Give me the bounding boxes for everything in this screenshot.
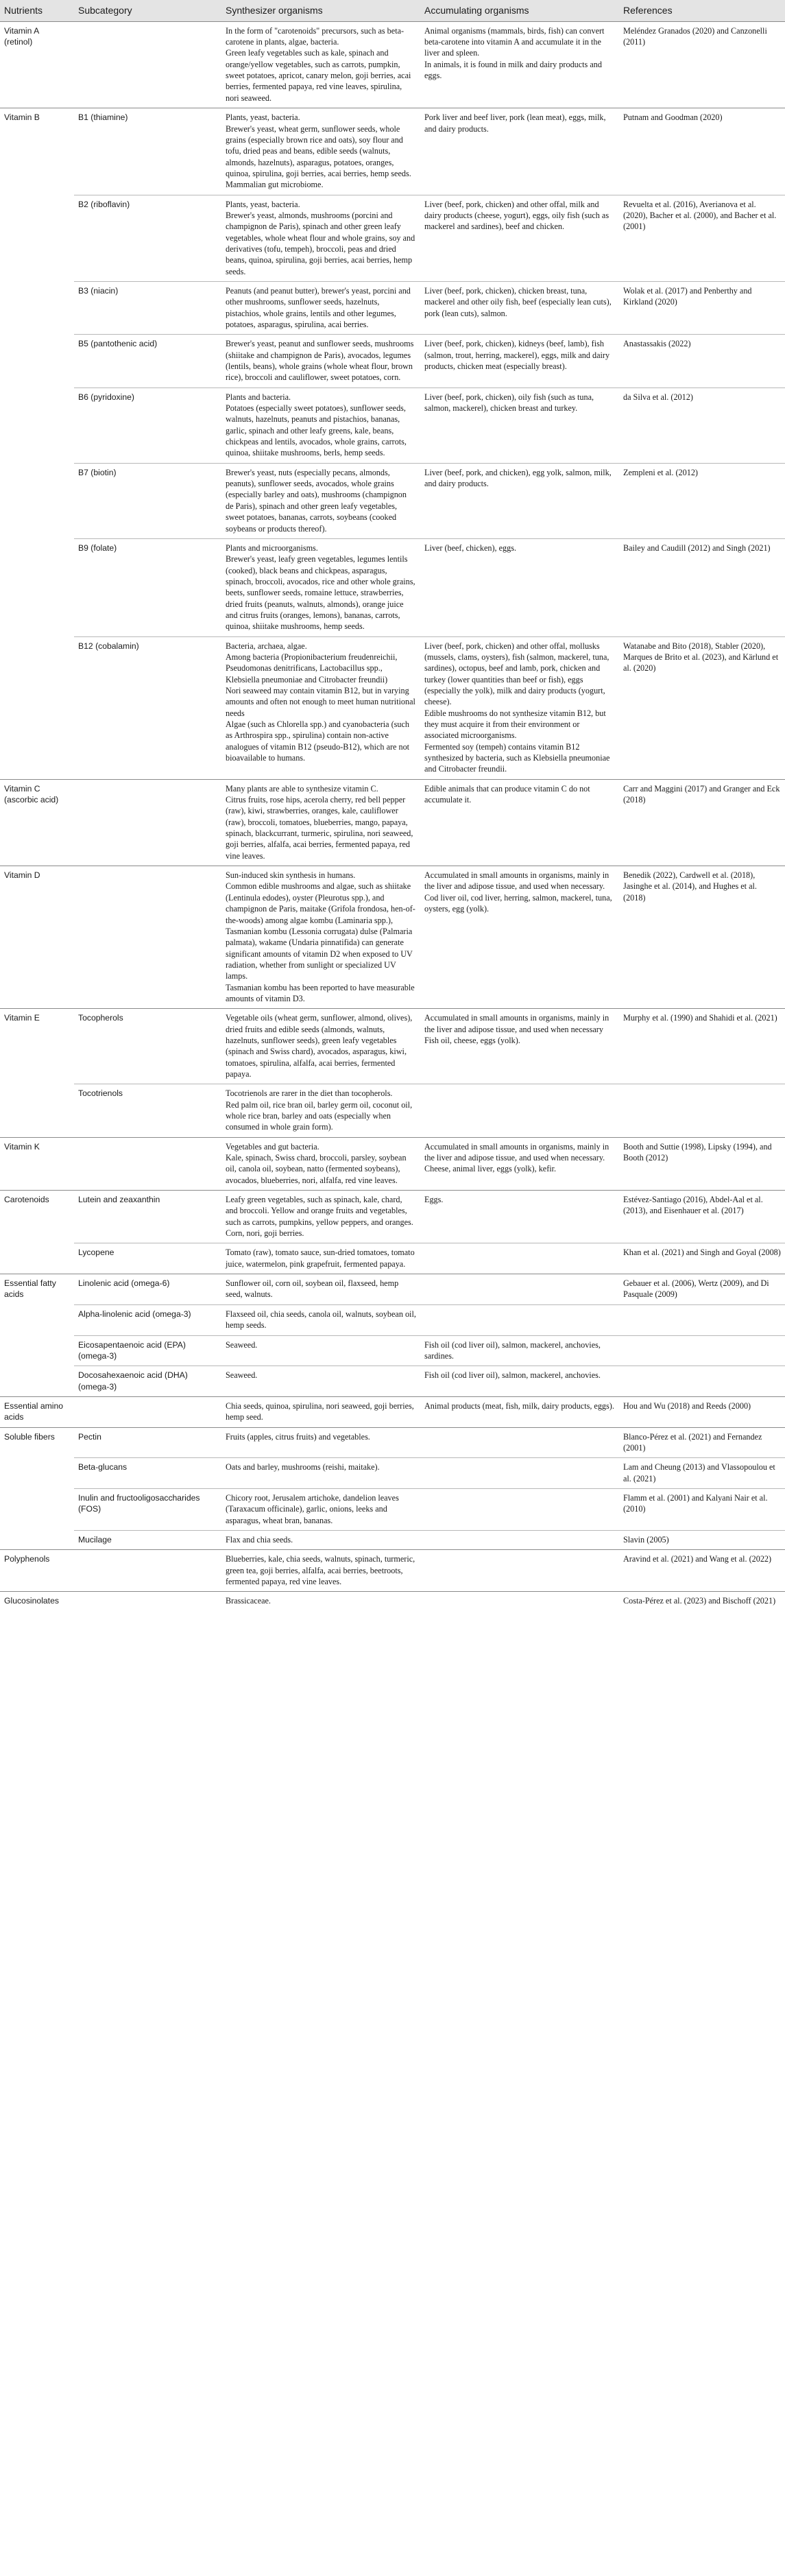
references-cell (619, 1304, 785, 1335)
accumulating-cell (420, 1084, 619, 1137)
subcategory-cell: Eicosapentaenoic acid (EPA) (omega-3) (74, 1335, 221, 1366)
synthesizer-cell: Brewer's yeast, peanut and sunflower seeds, mushrooms (shiitake and champignon de Paris), avocados, legumes (lentils, beans), whole grains (whole wheat flour, brown rice), broccoli and cauliflower, sweet potatoes, corn. (221, 335, 420, 387)
subcategory-cell: B5 (pantothenic acid) (74, 335, 221, 387)
synthesizer-cell: Tomato (raw), tomato sauce, sun-dried tomatoes, tomato juice, watermelon, pink grapefruit, fermented papaya. (221, 1243, 420, 1274)
subcategory-cell: Tocotrienols (74, 1084, 221, 1137)
accumulating-cell: Liver (beef, pork, chicken), kidneys (beef, lamb), fish (salmon, trout, herring, mackerel), eggs, milk and dairy products, chicken meat (especially breast). (420, 335, 619, 387)
table-row (0, 108, 785, 195)
table-row (0, 1191, 785, 1243)
table-row (0, 1458, 785, 1489)
accumulating-cell: Accumulated in small amounts in organisms, mainly in the liver and adipose tissue, and used when necessary. Cod liver oil, cod liver, herring, salmon, mackerel, tuna, oysters, egg (yolk). (420, 866, 619, 1009)
references-cell: Carr and Maggini (2017) and Granger and Eck (2018) (619, 779, 785, 866)
subcategory-cell: B7 (biotin) (74, 463, 221, 538)
nutrient-cell: Essential amino acids (0, 1396, 74, 1427)
accumulating-cell (420, 1427, 619, 1458)
table-row (0, 21, 785, 108)
accumulating-cell: Eggs. (420, 1191, 619, 1243)
references-cell: Zempleni et al. (2012) (619, 463, 785, 538)
synthesizer-cell: Seaweed. (221, 1366, 420, 1397)
accumulating-cell (420, 1274, 619, 1305)
table-row (0, 1396, 785, 1427)
accumulating-cell (420, 1458, 619, 1489)
subcategory-cell: Beta-glucans (74, 1458, 221, 1489)
accumulating-cell: Fish oil (cod liver oil), salmon, mackerel, anchovies. (420, 1366, 619, 1397)
synthesizer-cell: Plants, yeast, bacteria. Brewer's yeast, almonds, mushrooms (porcini and champignon de Paris), spinach and other green leafy vegetables, whole wheat flour and whole grains, soy and derivatives (tofu, tempeh), broccoli, peas and dried beans, quinoa, spirulina, goji berries, acai berries, hemp seeds. (221, 195, 420, 281)
accumulating-cell: Edible animals that can produce vitamin C do not accumulate it. (420, 779, 619, 866)
subcategory-cell: B2 (riboflavin) (74, 195, 221, 281)
header-subcategory: Subcategory (74, 0, 221, 21)
accumulating-cell: Accumulated in small amounts in organisms, mainly in the liver and adipose tissue, and used when necessary Fish oil, cheese, eggs (yolk). (420, 1009, 619, 1084)
subcategory-cell (74, 1396, 221, 1427)
references-cell: Wolak et al. (2017) and Penberthy and Kirkland (2020) (619, 281, 785, 334)
references-cell: Murphy et al. (1990) and Shahidi et al. (2021) (619, 1009, 785, 1084)
accumulating-cell: Fish oil (cod liver oil), salmon, mackerel, anchovies, sardines. (420, 1335, 619, 1366)
table-row (0, 195, 785, 281)
references-cell: Watanabe and Bito (2018), Stabler (2020), Marques de Brito et al. (2023), and Kärlund et al. (2020) (619, 636, 785, 779)
nutrient-cell: Vitamin C (ascorbic acid) (0, 779, 74, 866)
accumulating-cell (420, 1243, 619, 1274)
references-cell: Anastassakis (2022) (619, 335, 785, 387)
subcategory-cell: Lutein and zeaxanthin (74, 1191, 221, 1243)
synthesizer-cell: Many plants are able to synthesize vitamin C. Citrus fruits, rose hips, acerola cherry, red bell pepper (raw), kiwi, strawberries, oranges, kale, cauliflower (raw), broccoli, tomatoes, blueberries, mango, papaya, spinach, blackcurrant, turmeric, spirulina, nori seaweed, goji berries, alfalfa, acai berries, fermented papaya, red vine leaves. (221, 779, 420, 866)
table-row (0, 866, 785, 1009)
nutrient-cell: Vitamin A (retinol) (0, 21, 74, 108)
references-cell: Benedik (2022), Cardwell et al. (2018), Jasinghe et al. (2014), and Hughes et al. (2018) (619, 866, 785, 1009)
header-references: References (619, 0, 785, 21)
references-cell: Estévez-Santiago (2016), Abdel-Aal et al. (2013), and Eisenhauer et al. (2017) (619, 1191, 785, 1243)
synthesizer-cell: Oats and barley, mushrooms (reishi, maitake). (221, 1458, 420, 1489)
table-row (0, 1243, 785, 1274)
accumulating-cell (420, 1592, 619, 1611)
synthesizer-cell: Plants and bacteria. Potatoes (especially sweet potatoes), sunflower seeds, walnuts, hazelnuts, peanuts and pistachios, bananas, garlic, spinach and other leafy greens, kale, beans, chickpeas and lentils, avocados, whole grains, carrots, quinoa, shiitake mushrooms, berls, hemp seeds. (221, 387, 420, 463)
nutrient-cell: Vitamin D (0, 866, 74, 1009)
references-cell: da Silva et al. (2012) (619, 387, 785, 463)
table-row (0, 636, 785, 779)
accumulating-cell: Pork liver and beef liver, pork (lean meat), eggs, milk, and dairy products. (420, 108, 619, 195)
nutrient-cell: Vitamin K (0, 1137, 74, 1190)
nutrient-cell: Vitamin E (0, 1009, 74, 1137)
synthesizer-cell: Chia seeds, quinoa, spirulina, nori seaweed, goji berries, hemp seed. (221, 1396, 420, 1427)
table-row (0, 1530, 785, 1549)
synthesizer-cell: Tocotrienols are rarer in the diet than tocopherols. Red palm oil, rice bran oil, barley germ oil, coconut oil, whole rice bran, barley and oats (especially when consumed in whole grain form). (221, 1084, 420, 1137)
table-row (0, 1550, 785, 1592)
subcategory-cell: Lycopene (74, 1243, 221, 1274)
accumulating-cell: Liver (beef, pork, chicken), chicken breast, tuna, mackerel and other oily fish, beef (especially lean cuts), pork (lean cuts), salmon. (420, 281, 619, 334)
accumulating-cell: Animal organisms (mammals, birds, fish) can convert beta-carotene into vitamin A and accumulate it in the liver and spleen. In animals, it is found in milk and dairy products and eggs. (420, 21, 619, 108)
subcategory-cell: B9 (folate) (74, 538, 221, 636)
header-row (0, 0, 785, 21)
synthesizer-cell: Brassicaceae. (221, 1592, 420, 1611)
subcategory-cell (74, 21, 221, 108)
table-row (0, 1335, 785, 1366)
synthesizer-cell: Flax and chia seeds. (221, 1530, 420, 1549)
references-cell: Costa-Pérez et al. (2023) and Bischoff (2021) (619, 1592, 785, 1611)
subcategory-cell: B3 (niacin) (74, 281, 221, 334)
references-cell: Khan et al. (2021) and Singh and Goyal (2008) (619, 1243, 785, 1274)
table-row (0, 1304, 785, 1335)
synthesizer-cell: Seaweed. (221, 1335, 420, 1366)
synthesizer-cell: Sunflower oil, corn oil, soybean oil, flaxseed, hemp seed, walnuts. (221, 1274, 420, 1305)
synthesizer-cell: Sun-induced skin synthesis in humans. Common edible mushrooms and algae, such as shiitake (Lentinula edodes), oyster (Pleurotus spp.), and champignon de Paris, maitake (Grifola frondosa, hen-of-the-woods) among algae kombu (Laminaria spp.), Tasmanian kombu (Lessonia corrugata) dulse (Palmaria palmata), wakame (Undaria pinnatifida) can generate significant amounts of vitamin D2 when exposed to UV radiation, whether from sunlight or specialized UV lamps. Tasmanian kombu has been reported to have measurable amounts of vitamin D3. (221, 866, 420, 1009)
table-row (0, 387, 785, 463)
synthesizer-cell: Plants and microorganisms. Brewer's yeast, leafy green vegetables, legumes lentils (cooked), black beans and chickpeas, asparagus, spinach, broccoli, avocados, rice and other whole grains, beets, sunflower seeds, romaine lettuce, strawberries, dried fruits (peanuts, walnuts, almonds), orange juice and citrus fruits (oranges, lemons), bananas, carrots, quinoa, shiitake mushrooms, hemp seeds. (221, 538, 420, 636)
table-row (0, 1084, 785, 1137)
accumulating-cell (420, 1530, 619, 1549)
nutrient-cell: Carotenoids (0, 1191, 74, 1274)
synthesizer-cell: Blueberries, kale, chia seeds, walnuts, spinach, turmeric, green tea, goji berries, alfalfa, acai berries, beetroots, fermented papaya, red vine leaves. (221, 1550, 420, 1592)
references-cell: Booth and Suttie (1998), Lipsky (1994), and Booth (2012) (619, 1137, 785, 1190)
references-cell: Aravind et al. (2021) and Wang et al. (2022) (619, 1550, 785, 1592)
table-row (0, 1427, 785, 1458)
nutrient-cell: Essential fatty acids (0, 1274, 74, 1397)
subcategory-cell: Pectin (74, 1427, 221, 1458)
nutrient-cell: Vitamin B (0, 108, 74, 780)
accumulating-cell: Liver (beef, pork, and chicken), egg yolk, salmon, milk, and dairy products. (420, 463, 619, 538)
references-cell: Gebauer et al. (2006), Wertz (2009), and Di Pasquale (2009) (619, 1274, 785, 1305)
synthesizer-cell: In the form of "carotenoids" precursors, such as beta-carotene in plants, algae, bacteria. Green leafy vegetables such as kale, spinach and orange/yellow vegetables, such as carrots, pumpkin, sweet potatoes, apricot, canary melon, goji berries, acai berries, fermented papaya, red vine leaves, spirulina, nori seaweed. (221, 21, 420, 108)
synthesizer-cell: Leafy green vegetables, such as spinach, kale, chard, and broccoli. Yellow and orange fruits and vegetables, such as carrots, pumpkins, yellow peppers, and oranges. Corn, nori, goji berries. (221, 1191, 420, 1243)
subcategory-cell: Docosahexaenoic acid (DHA) (omega-3) (74, 1366, 221, 1397)
accumulating-cell: Animal products (meat, fish, milk, dairy products, eggs). (420, 1396, 619, 1427)
references-cell: Flamm et al. (2001) and Kalyani Nair et al. (2010) (619, 1488, 785, 1530)
table-row (0, 1592, 785, 1611)
subcategory-cell: Tocopherols (74, 1009, 221, 1084)
nutrient-cell: Glucosinolates (0, 1592, 74, 1611)
table-row (0, 1488, 785, 1530)
subcategory-cell (74, 1592, 221, 1611)
synthesizer-cell: Plants, yeast, bacteria. Brewer's yeast, wheat germ, sunflower seeds, whole grains (especially brown rice and oats), soy flour and tofu, dried peas and beans, edible seeds (walnuts, almonds, hazelnuts), asparagus, potatoes, oranges, quinoa, spirulina, goji berries, acai berries, hemp seeds. Mammalian gut microbiome. (221, 108, 420, 195)
subcategory-cell: Mucilage (74, 1530, 221, 1549)
synthesizer-cell: Vegetables and gut bacteria. Kale, spinach, Swiss chard, broccoli, parsley, soybean oil, canola oil, soybean, natto (fermented soybeans), avocados, blueberries, nori, alfalfa, red vine leaves. (221, 1137, 420, 1190)
header-accumulating: Accumulating organisms (420, 0, 619, 21)
table-row (0, 463, 785, 538)
references-cell: Bailey and Caudill (2012) and Singh (2021) (619, 538, 785, 636)
accumulating-cell (420, 1488, 619, 1530)
header-nutrients: Nutrients (0, 0, 74, 21)
subcategory-cell: B6 (pyridoxine) (74, 387, 221, 463)
table-row (0, 1137, 785, 1190)
accumulating-cell: Accumulated in small amounts in organisms, mainly in the liver and adipose tissue, and used when necessary. Cheese, animal liver, eggs (yolk), kefir. (420, 1137, 619, 1190)
subcategory-cell: B1 (thiamine) (74, 108, 221, 195)
nutrient-cell: Soluble fibers (0, 1427, 74, 1550)
accumulating-cell: Liver (beef, pork, chicken) and other offal, mollusks (mussels, clams, oysters), fish (salmon, mackerel, tuna, sardines), octopus, beef and lamb, pork, chicken and turkey (lower quantities than beef or fish), eggs (especially the yolk), milk and dairy products (yogurt, cheese). Edible mushrooms do not synthesize vitamin B12, but they must acquire it from their environment or associated microorganisms. Fermented soy (tempeh) contains vitamin B12 synthesized by bacteria, such as Klebsiella pneumoniae and Citrobacter freundii. (420, 636, 619, 779)
subcategory-cell (74, 866, 221, 1009)
references-cell: Blanco-Pérez et al. (2021) and Fernandez (2001) (619, 1427, 785, 1458)
table-row (0, 1009, 785, 1084)
nutrient-cell: Polyphenols (0, 1550, 74, 1592)
synthesizer-cell: Vegetable oils (wheat germ, sunflower, almond, olives), dried fruits and edible seeds (almonds, walnuts, hazelnuts, sunflower seeds), green leafy vegetables (spinach and Swiss chard), avocados, asparagus, kiwi, tomatoes, spirulina, alfalfa, acai berries, fermented papaya. (221, 1009, 420, 1084)
table-row (0, 538, 785, 636)
references-cell (619, 1366, 785, 1397)
table-row (0, 779, 785, 866)
references-cell: Putnam and Goodman (2020) (619, 108, 785, 195)
synthesizer-cell: Peanuts (and peanut butter), brewer's yeast, porcini and other mushrooms, sunflower seeds, hazelnuts, pistachios, whole grains, lentils and other legumes, potatoes, asparagus, spirulina, acai berries. (221, 281, 420, 334)
accumulating-cell (420, 1304, 619, 1335)
references-cell (619, 1335, 785, 1366)
table-row (0, 1366, 785, 1397)
table-row (0, 335, 785, 387)
synthesizer-cell: Flaxseed oil, chia seeds, canola oil, walnuts, soybean oil, hemp seeds. (221, 1304, 420, 1335)
subcategory-cell: Alpha-linolenic acid (omega-3) (74, 1304, 221, 1335)
subcategory-cell: Linolenic acid (omega-6) (74, 1274, 221, 1305)
subcategory-cell: B12 (cobalamin) (74, 636, 221, 779)
table-row (0, 281, 785, 334)
synthesizer-cell: Chicory root, Jerusalem artichoke, dandelion leaves (Taraxacum officinale), garlic, onions, leeks and asparagus, wheat bran, bananas. (221, 1488, 420, 1530)
references-cell: Revuelta et al. (2016), Averianova et al. (2020), Bacher et al. (2000), and Bacher et al. (2001) (619, 195, 785, 281)
subcategory-cell (74, 779, 221, 866)
accumulating-cell: Liver (beef, chicken), eggs. (420, 538, 619, 636)
subcategory-cell (74, 1550, 221, 1592)
subcategory-cell (74, 1137, 221, 1190)
references-cell: Lam and Cheung (2013) and Vlassopoulou et al. (2021) (619, 1458, 785, 1489)
accumulating-cell: Liver (beef, pork, chicken) and other offal, milk and dairy products (cheese, yogurt), eggs, oily fish (such as mackerel and sardines), beef and chicken. (420, 195, 619, 281)
synthesizer-cell: Bacteria, archaea, algae. Among bacteria (Propionibacterium freudenreichii, Pseudomonas denitrificans, Lactobacillus spp., Klebsiella pneumoniae and Citrobacter freundii) Nori seaweed may contain vitamin B12, but in varying amounts and often not enough to meet human nutritional needs Algae (such as Chlorella spp.) and cyanobacteria (such as Arthrospira spp., spirulina) contain non-active analogues of vitamin B12 (pseudo-B12), which are not bioavailable to humans. (221, 636, 420, 779)
synthesizer-cell: Brewer's yeast, nuts (especially pecans, almonds, peanuts), sunflower seeds, avocados, whole grains (especially barley and oats), mushrooms (champignon de Paris), spinach and other green leafy vegetables, sweet potatoes, bananas, carrots, soybeans (cooked soybeans or products thereof). (221, 463, 420, 538)
synthesizer-cell: Fruits (apples, citrus fruits) and vegetables. (221, 1427, 420, 1458)
references-cell: Hou and Wu (2018) and Reeds (2000) (619, 1396, 785, 1427)
header-synthesizer: Synthesizer organisms (221, 0, 420, 21)
subcategory-cell: Inulin and fructooligosaccharides (FOS) (74, 1488, 221, 1530)
accumulating-cell: Liver (beef, pork, chicken), oily fish (such as tuna, salmon, mackerel), chicken breast and turkey. (420, 387, 619, 463)
table-row (0, 1274, 785, 1305)
accumulating-cell (420, 1550, 619, 1592)
references-cell: Slavin (2005) (619, 1530, 785, 1549)
references-cell: Meléndez Granados (2020) and Canzonelli (2011) (619, 21, 785, 108)
table-body (0, 21, 785, 1610)
references-cell (619, 1084, 785, 1137)
